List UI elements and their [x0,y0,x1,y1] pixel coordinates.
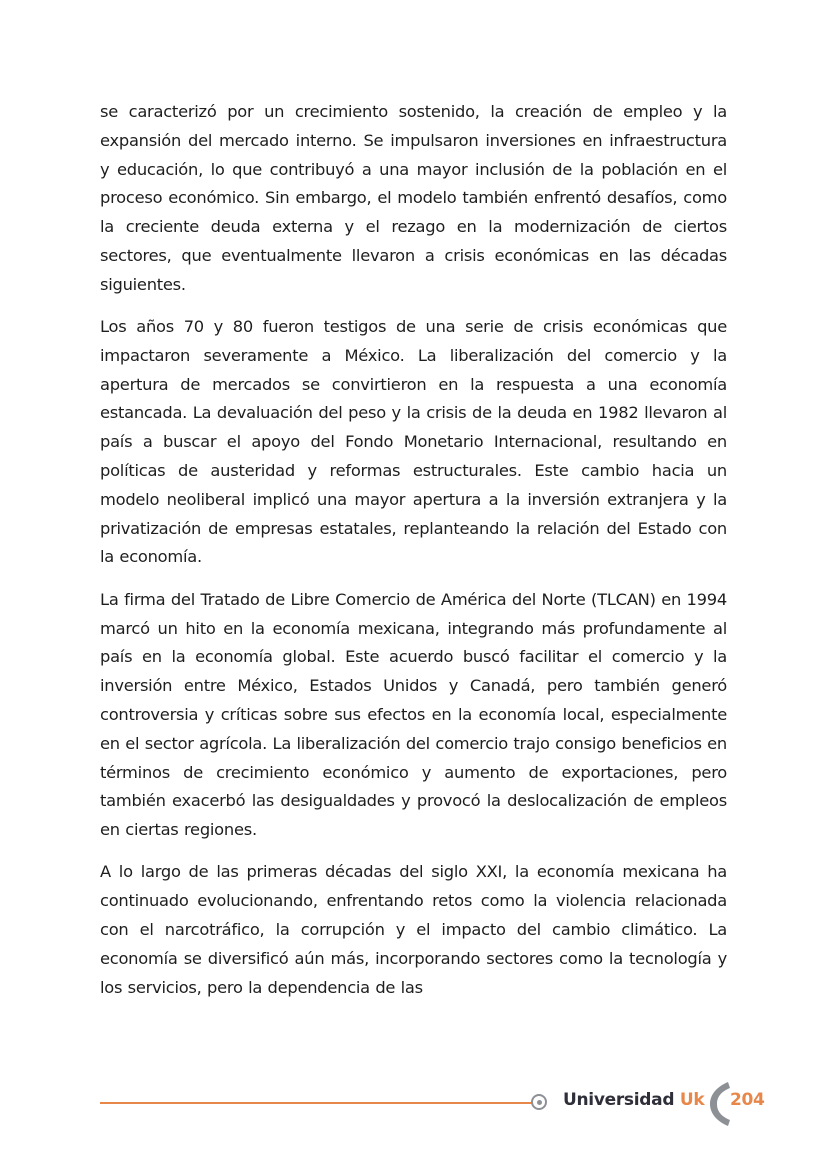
target-ring-icon [531,1094,547,1110]
bracket-arc-icon [706,1079,732,1129]
brand-accent: Uk [679,1090,705,1110]
paragraph-2: Los años 70 y 80 fueron testigos de una serie de crisis económicas que impactaron severamente a México. La liberalización del comercio y la apertura de mercados se convirtieron en la respuesta a una economía estancada. La devaluación del peso y la crisis de la deuda en 1982 llevaron al país a buscar el apoyo del Fondo Monetario Internacional, resultando en políticas de austeridad y reformas estructurales. Este cambio hacia un modelo neoliberal implicó una mayor apertura a la inversión extranjera y la privatización de empresas estatales, replanteando la relación del Estado con la economía. [100,317,727,567]
footer-brand [563,1090,704,1110]
footer-divider-line [100,1102,532,1104]
page-body [100,98,727,1016]
page-number: 204 [730,1090,765,1110]
target-ring-dot [537,1100,542,1105]
paragraph-1: se caracterizó por un crecimiento sostenido, la creación de empleo y la expansión del mercado interno. Se impulsaron inversiones en infraestructura y educación, lo que contribuyó a una mayor inclusión de la población en el proceso económico. Sin embargo, el modelo también enfrentó desafíos, como la creciente deuda externa y el rezago en la modernización de ciertos sectores, que eventualmente llevaron a crisis económicas en las décadas siguientes. [100,102,727,294]
paragraph-4: A lo largo de las primeras décadas del siglo XXI, la economía mexicana ha continuado evolucionando, enfrentando retos como la violencia relacionada con el narcotráfico, la corrupción y el impacto del cambio climático. La economía se diversificó aún más, incorporando sectores como la tecnología y los servicios, pero la dependencia de las [100,862,727,997]
page-footer [0,1075,828,1135]
paragraph-3: La firma del Tratado de Libre Comercio de América del Norte (TLCAN) en 1994 marcó un hito en la economía mexicana, integrando más profundamente al país en la economía global. Este acuerdo buscó facilitar el comercio y la inversión entre México, Estados Unidos y Canadá, pero también generó controversia y críticas sobre sus efectos en la economía local, especialmente en el sector agrícola. La liberalización del comercio trajo consigo beneficios en términos de crecimiento económico y aumento de exportaciones, pero también exacerbó las desigualdades y provocó la deslocalización de empleos en ciertas regiones. [100,589,727,840]
brand-name: Universidad [563,1090,675,1110]
